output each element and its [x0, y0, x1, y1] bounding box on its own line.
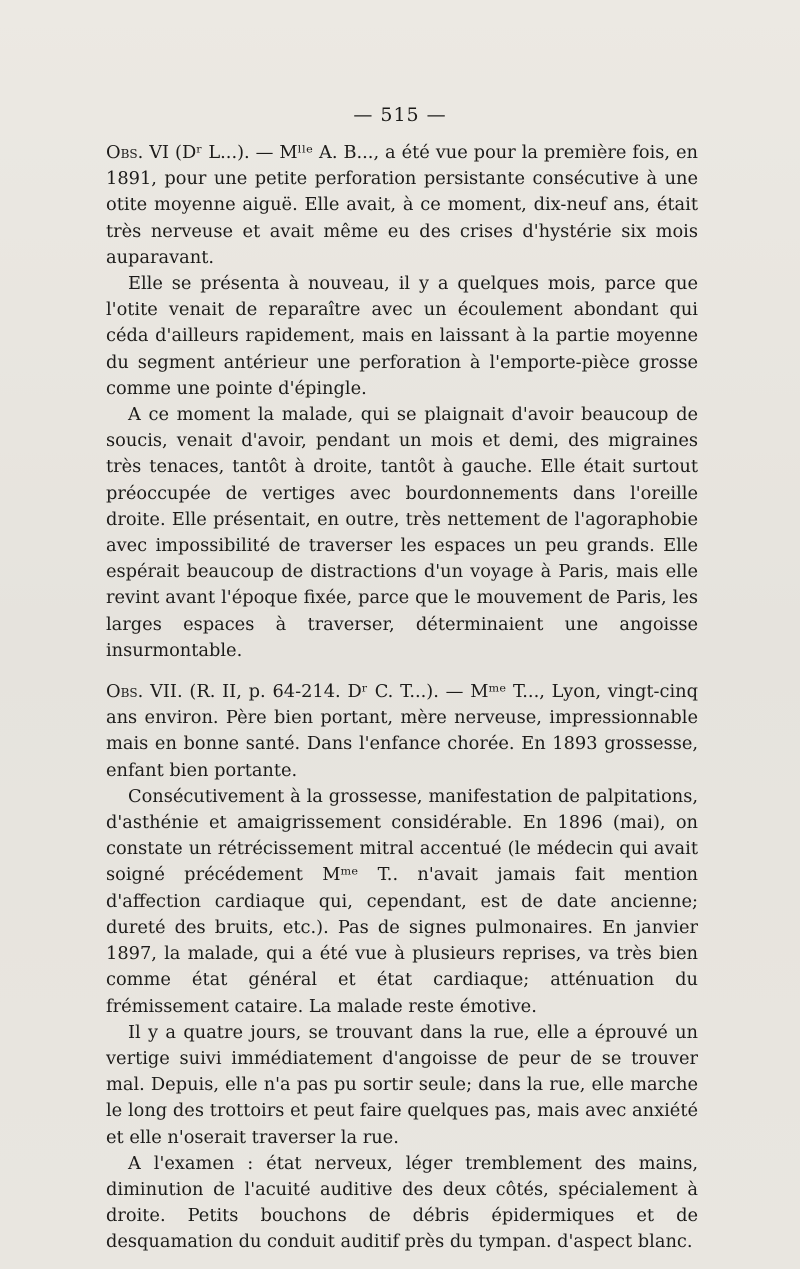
- paragraph-text: VI (Dʳ L...). — Mˡˡᵉ A. B..., a été vue pour la première fois, en 1891, pour une petite perforation persistante consécutive à une otite moyenne aiguë. Elle avait, à ce moment, dix-neuf ans, était très nerveuse et avait même eu des crises d'hystérie six mois auparavant.: [106, 142, 698, 268]
- observation-7-header-paragraph: [106, 679, 698, 784]
- observation-6-paragraph-2: Elle se présenta à nouveau, il y a quelques mois, parce que l'otite venait de reparaître avec un écoulement abondant qui céda d'ailleurs rapidement, mais en laissant à la partie moyenne du segment antérieur une perforation à l'emporte-pièce grosse comme une pointe d'épingle.: [106, 273, 698, 399]
- page-number: — 515 —: [353, 104, 447, 126]
- observation-7-paragraph-4: A l'examen : état nerveux, léger tremblement des mains, diminution de l'acuité auditive des deux côtés, spécialement à droite. Petits bouchons de débris épidermiques et de desquamation du conduit auditif près du tympan. d'aspect blanc.: [106, 1152, 698, 1253]
- obs-label: Obs.: [106, 142, 144, 163]
- paragraph-text: VII. (R. II, p. 64-214. Dʳ C. T...). — Mᵐᵉ T..., Lyon, vingt-cinq ans environ. Père bien portant, mère nerveuse, impressionnable mais en bonne santé. Dans l'enfance chorée. En 1893 grossesse, enfant bien portante.: [106, 681, 698, 781]
- body-text: [106, 140, 698, 1256]
- obs-label: Obs.: [106, 681, 144, 703]
- section-gap: [106, 664, 698, 679]
- observation-6-paragraph-3: A ce moment la malade, qui se plaignait d'avoir beaucoup de soucis, venait d'avoir, pendant un mois et demi, des migraines très tenaces, tantôt à droite, tantôt à gauche. Elle était surtout préoccupée de vertiges avec bourdonnements dans l'oreille droite. Elle présentait, en outre, très nettement de l'agoraphobie avec impossibilité de traverser les espaces un peu grands. Elle espérait beaucoup de distractions d'un voyage à Paris, mais elle revint avant l'époque fixée, parce que le mouvement de Paris, les larges espaces à traverser, déterminaient une angoisse insurmontable.: [106, 404, 698, 661]
- observation-7-paragraph-3: Il y a quatre jours, se trouvant dans la rue, elle a éprouvé un vertige suivi immédiatement d'angoisse de peur de se trouver mal. Depuis, elle n'a pas pu sortir seule; dans la rue, elle marche le long des trottoirs et peut faire quelques pas, mais avec anxiété et elle n'oserait traverser la rue.: [106, 1021, 698, 1148]
- observation-7-paragraph-2: Consécutivement à la grossesse, manifestation de palpitations, d'asthénie et amaigrissement considérable. En 1896 (mai), on constate un rétrécissement mitral accentué (le médecin qui avait soigné précédement Mᵐᵉ T.. n'avait jamais fait mention d'affection cardiaque qui, cependant, est de date ancienne; dureté des bruits, etc.). Pas de signes pulmonaires. En janvier 1897, la malade, qui a été vue à plusieurs reprises, va très bien comme état général et état cardiaque; atténuation du frémissement cataire. La malade reste émotive.: [106, 785, 698, 1017]
- observation-6-header-paragraph: [106, 140, 698, 271]
